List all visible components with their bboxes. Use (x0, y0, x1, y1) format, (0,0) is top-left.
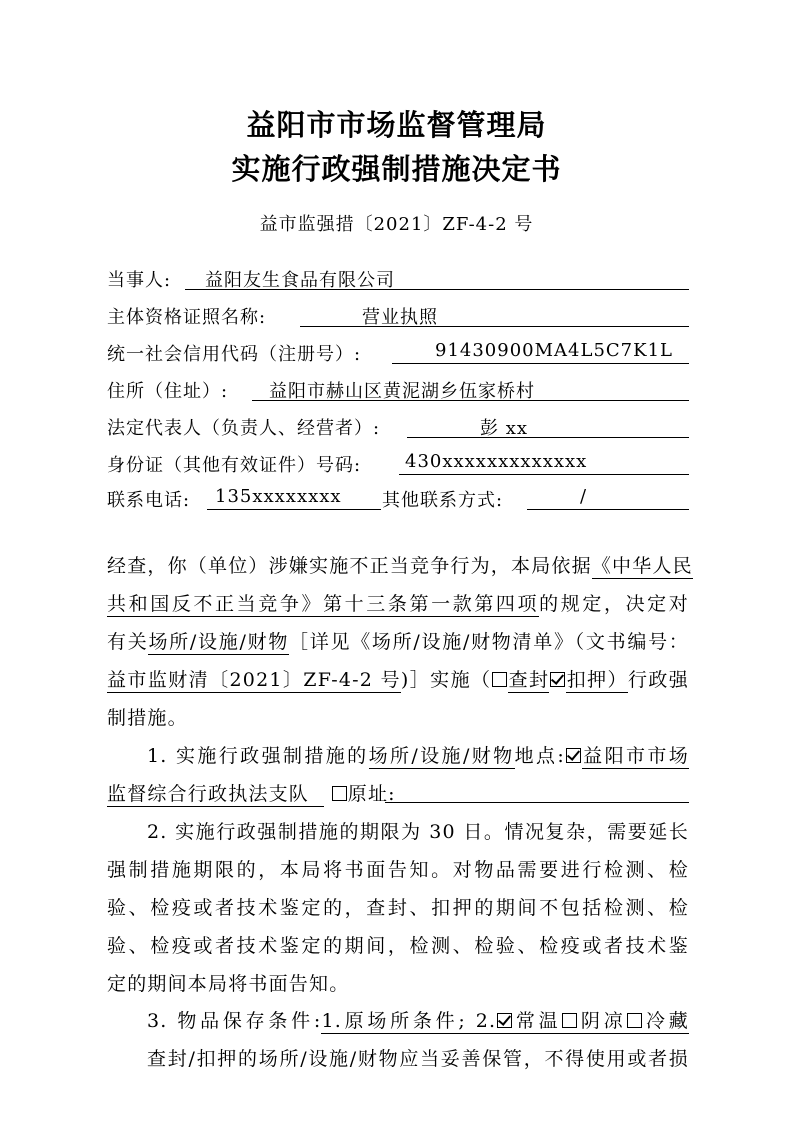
cold-storage-checkbox[interactable] (627, 1013, 642, 1028)
license-value: 营业执照 (362, 307, 438, 328)
field-representative (107, 414, 689, 440)
list-doc-number: 益市监财清〔2021〕ZF-4-2 号 (107, 669, 401, 691)
license-label: 主体资格证照名称: (107, 307, 267, 328)
field-address (107, 377, 689, 403)
item-3-line: 查封/扣押的场所/设施/财物应当妥善保管，不得使用或者损 (147, 1048, 689, 1070)
address-value: 益阳市赫山区黄泥湖乡伍家桥村 (269, 381, 535, 402)
body-line: 益市监财清〔2021〕ZF-4-2 号)］实施（ 查封 扣押）行政强 (107, 669, 690, 691)
detain-checkbox[interactable] (550, 672, 565, 687)
field-id-number (107, 451, 689, 477)
seal-option: 查封 (508, 669, 550, 691)
body-line: 制措施。 (107, 707, 188, 729)
detain-option: 扣押 (566, 669, 608, 691)
rep-underline (407, 414, 689, 438)
id-label: 身份证（其他有效证件）号码: (107, 455, 362, 476)
field-phone (107, 486, 689, 512)
rep-value: 彭 xx (480, 418, 529, 439)
location-value: 益阳市市场 (581, 745, 689, 767)
target-items: 场所/设施/财物 (368, 745, 515, 767)
document-title: 实施行政强制措施决定书 (231, 152, 562, 186)
original-address-underline (385, 802, 689, 803)
location-value-cont: 监督综合行政执法支队 (107, 783, 310, 805)
item-2-line: 验、检疫或者技术鉴定的期间，检测、检验、检疫或者技术鉴 (107, 935, 689, 957)
credit-label: 统一社会信用代码（注册号）: (107, 344, 362, 365)
field-party (107, 266, 689, 292)
address-label: 住所（住址）: (107, 381, 229, 402)
party-label: 当事人: (107, 270, 172, 291)
item-2-line: 强制措施期限的，本局将书面告知。对物品需要进行检测、检 (107, 859, 689, 881)
field-credit-code (107, 340, 689, 366)
target-items: 场所/设施/财物 (148, 631, 290, 653)
credit-value: 91430900MA4L5C7K1L (435, 340, 673, 361)
body-line: 经查，你（单位）涉嫌实施不正当竞争行为，本局依据《中华人民 (107, 555, 693, 577)
phone-label: 联系电话: (107, 490, 191, 511)
license-underline (300, 303, 689, 327)
item-1-line: 1. 实施行政强制措施的场所/设施/财物地点: 益阳市市场 (147, 745, 689, 767)
item-2-line: 定的期间本局将书面告知。 (107, 973, 350, 995)
other-contact-value: / (580, 486, 588, 507)
storage-conditions: 1.原场所条件; 2. 常温 阴凉 冷藏 (321, 1010, 689, 1032)
issuer-title: 益阳市市场监督管理局 (246, 108, 547, 142)
rep-label: 法定代表人（负责人、经营者）: (107, 418, 381, 439)
original-address-checkbox[interactable] (332, 786, 347, 801)
legal-basis-cont: 共和国反不正当竞争》第十三条第一款第四项 (107, 593, 540, 615)
item-2-line: 2. 实施行政强制措施的期限为 30 日。情况复杂，需要延长 (147, 821, 689, 843)
legal-basis: 《中华人民 (591, 555, 693, 577)
body-line: 有关场所/设施/财物［详见《场所/设施/财物清单》（文书编号： (107, 631, 689, 653)
phone-value: 135xxxxxxxx (215, 486, 342, 507)
item-1-line: 监督综合行政执法支队 原址: (107, 779, 689, 809)
party-value: 益阳友生食品有限公司 (205, 270, 395, 291)
body-line: 共和国反不正当竞争》第十三条第一款第四项的规定，决定对 (107, 593, 689, 615)
field-license (107, 303, 689, 329)
location-checkbox[interactable] (566, 748, 581, 763)
other-contact-label: 其他联系方式: (382, 490, 504, 511)
id-value: 430xxxxxxxxxxxxx (405, 451, 588, 472)
item-2-line: 验、检疫或者技术鉴定的，查封、扣押的期间不包括检测、检 (107, 897, 689, 919)
seal-checkbox[interactable] (492, 672, 507, 687)
normal-temp-checkbox[interactable] (497, 1013, 512, 1028)
item-3-line: 3. 物品保存条件:1.原场所条件; 2. 常温 阴凉 冷藏 (147, 1010, 689, 1032)
shade-checkbox[interactable] (562, 1013, 577, 1028)
document-number: 益市监强措〔2021〕ZF-4-2 号 (259, 214, 534, 235)
other-contact-underline (527, 486, 689, 510)
